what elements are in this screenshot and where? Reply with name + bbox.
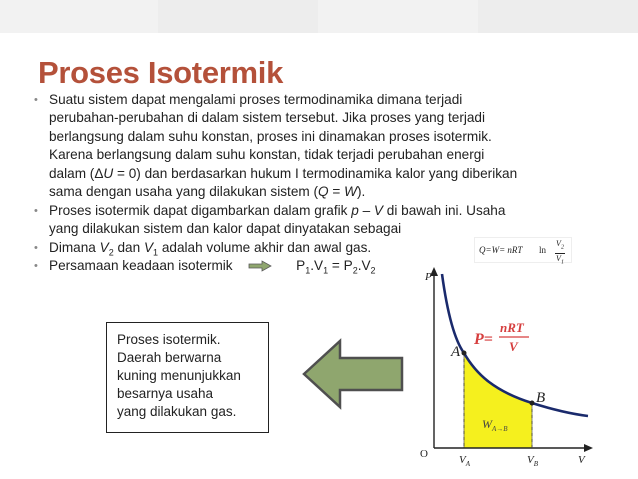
caption-line: Proses isotermik.	[117, 332, 221, 347]
bullet-line: Karena berlangsung dalam suhu konstan, tidak terjadi perubahan energi	[49, 147, 485, 163]
caption-box	[106, 322, 269, 433]
bullet-line: dalam (ΔU = 0) dan berdasarkan hukum I termodinamika kalor yang diberikan	[49, 165, 518, 181]
header-band	[478, 0, 638, 33]
point-b	[530, 401, 535, 406]
fraction-numerator: $V_2$	[556, 239, 564, 251]
point-a-label: A	[451, 344, 461, 360]
right-arrow-icon	[248, 260, 272, 272]
isothermal-equation: $P_1.V_1 = P_2.V_2$	[296, 258, 376, 276]
v-axis-label: V	[578, 454, 585, 466]
bullet-line: berlangsung dalam suhu konstan, proses ini dinamakan proses isotermik.	[49, 128, 492, 144]
caption-line: yang dilakukan gas.	[117, 404, 237, 419]
bullet-item	[34, 91, 634, 202]
gas-equation-denominator: V	[509, 339, 518, 354]
fraction-denominator: $V_1$	[556, 253, 564, 266]
left-arrow-icon	[300, 338, 406, 410]
p-axis-label: P	[425, 271, 432, 283]
header-band	[0, 0, 158, 33]
header-band	[158, 0, 318, 33]
formula-ln: ln	[539, 245, 547, 255]
bullet-line: Dimana $V_2$ dan $V_1$ adalah volume akhir dan awal gas.	[49, 240, 372, 258]
formula-lhs: Q=W= nRT	[479, 245, 523, 255]
bullet-line: yang dilakukan sistem dan kalor dapat dinyatakan sebagai	[49, 221, 402, 237]
header-band	[318, 0, 478, 33]
v-axis-arrow	[584, 444, 593, 452]
slide-title: Proses Isotermik	[38, 55, 284, 90]
caption-line: Daerah berwarna	[117, 350, 222, 365]
point-b-label: B	[536, 390, 546, 406]
bullet-line: sama dengan usaha yang dilakukan sistem (Q = W).	[49, 184, 366, 200]
caption-line: kuning menunjukkan	[117, 368, 241, 383]
pv-graph	[414, 258, 594, 470]
bullet-item	[34, 202, 634, 239]
tick-vb: $V_B$	[527, 454, 539, 468]
bullet-line: perubahan-perubahan di dalam sistem tersebut. Jika proses yang terjadi	[49, 110, 486, 126]
bullet-icon: •	[34, 94, 38, 106]
bullet-icon: •	[34, 260, 38, 272]
bullet-icon: •	[34, 205, 38, 217]
tick-va: $V_A$	[459, 454, 471, 468]
bullet-line: Suatu sistem dapat mengalami proses termodinamika dimana terjadi	[49, 92, 463, 107]
gas-equation-lhs: P=	[474, 331, 493, 348]
bullet-line: Persamaan keadaan isotermik	[49, 258, 233, 273]
origin-label: O	[420, 448, 428, 460]
gas-equation-numerator: nRT	[500, 320, 524, 335]
caption-line: besarnya usaha	[117, 386, 214, 401]
bullet-icon: •	[34, 242, 38, 254]
work-label: $W_{A\to B}$	[482, 417, 508, 433]
bullet-line: Proses isotermik dapat digambarkan dalam grafik p – V di bawah ini. Usaha	[49, 203, 506, 218]
point-a	[462, 351, 467, 356]
